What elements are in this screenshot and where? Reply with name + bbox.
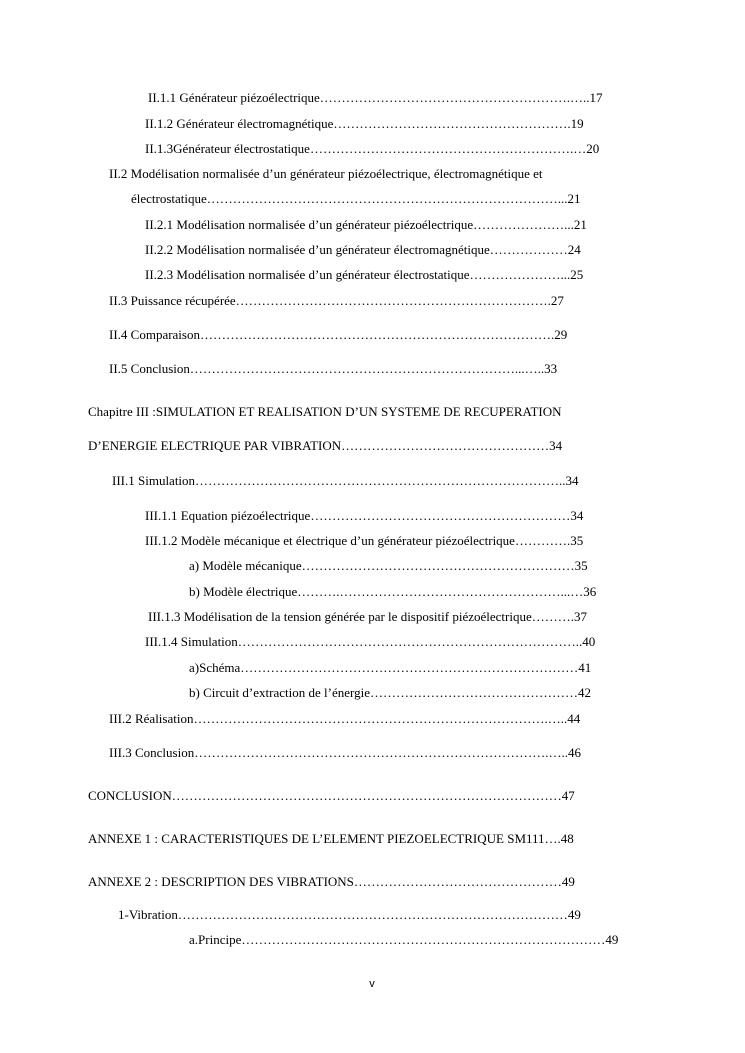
toc-entry: II.2.3 Modélisation normalisée d’un générateur électrostatique…………………...25 — [145, 267, 584, 282]
toc-entry: b) Modèle électrique……….……………………………………………...…36 — [189, 584, 597, 599]
toc-entry: II.4 Comparaison……………………………………………………………………….29 — [109, 327, 568, 342]
toc-chapter-heading: Chapitre III :SIMULATION ET REALISATION D’UN SYSTEME DE RECUPERATION — [88, 404, 562, 419]
toc-entry: II.1.2 Générateur électromagnétique……………………………………………….19 — [145, 116, 584, 131]
toc-entry: II.5 Conclusion…………………………………………………………………...…..33 — [109, 361, 558, 376]
toc-section-heading: CONCLUSION………………………………………………………………………………47 — [88, 788, 575, 803]
toc-entry: II.2.1 Modélisation normalisée d’un générateur piézoélectrique…………………...21 — [145, 217, 587, 232]
toc-chapter-heading: D’ENERGIE ELECTRIQUE PAR VIBRATION…………………………………………34 — [88, 438, 563, 453]
page-number: v — [369, 978, 375, 990]
toc-entry: 1-Vibration………………………………………………………………………………49 — [118, 907, 581, 922]
toc-entry: électrostatique………………………………………………………………………...21 — [131, 191, 581, 206]
toc-entry: II.3 Puissance récupérée……………………………………………………………….27 — [109, 293, 564, 308]
toc-section-heading: ANNEXE 2 : DESCRIPTION DES VIBRATIONS…………………………………………49 — [88, 874, 575, 889]
toc-entry: II.1.1 Générateur piézoélectrique………………………………………………….…..17 — [148, 90, 603, 105]
toc-entry: III.1 Simulation…………………………………………………………………………..34 — [112, 473, 579, 488]
toc-entry: III.2 Réalisation……………………………………………………………………….…..44 — [109, 711, 581, 726]
toc-entry: III.1.3 Modélisation de la tension générée par le dispositif piézoélectrique……….37 — [148, 609, 587, 624]
toc-entry: a.Principe…………………………………………………………………………49 — [189, 932, 619, 947]
toc-entry: III.3 Conclusion……………………………………………………………………….…..46 — [109, 745, 581, 760]
toc-entry: II.1.3Générateur électrostatique…………………………………………………….…20 — [145, 141, 600, 156]
toc-entry: a) Modèle mécanique………………………………………………………35 — [189, 558, 588, 573]
toc-entry: III.1.1 Equation piézoélectrique……………………………………………………34 — [145, 508, 584, 523]
toc-entry: III.1.4 Simulation……………………………………………………………………..40 — [145, 634, 596, 649]
toc-entry: a)Schéma……………………………………………………………………41 — [189, 660, 592, 675]
toc-entry: III.1.2 Modèle mécanique et électrique d’un générateur piézoélectrique………….35 — [145, 533, 584, 548]
toc-entry: II.2 Modélisation normalisée d’un générateur piézoélectrique, électromagnétique et — [109, 166, 543, 181]
toc-section-heading: ANNEXE 1 : CARACTERISTIQUES DE L’ELEMENT PIEZOELECTRIQUE SM111….48 — [88, 831, 574, 846]
toc-entry: II.2.2 Modélisation normalisée d’un générateur électromagnétique………………24 — [145, 242, 581, 257]
toc-entry: b) Circuit d’extraction de l’énergie…………………………………………42 — [189, 685, 591, 700]
